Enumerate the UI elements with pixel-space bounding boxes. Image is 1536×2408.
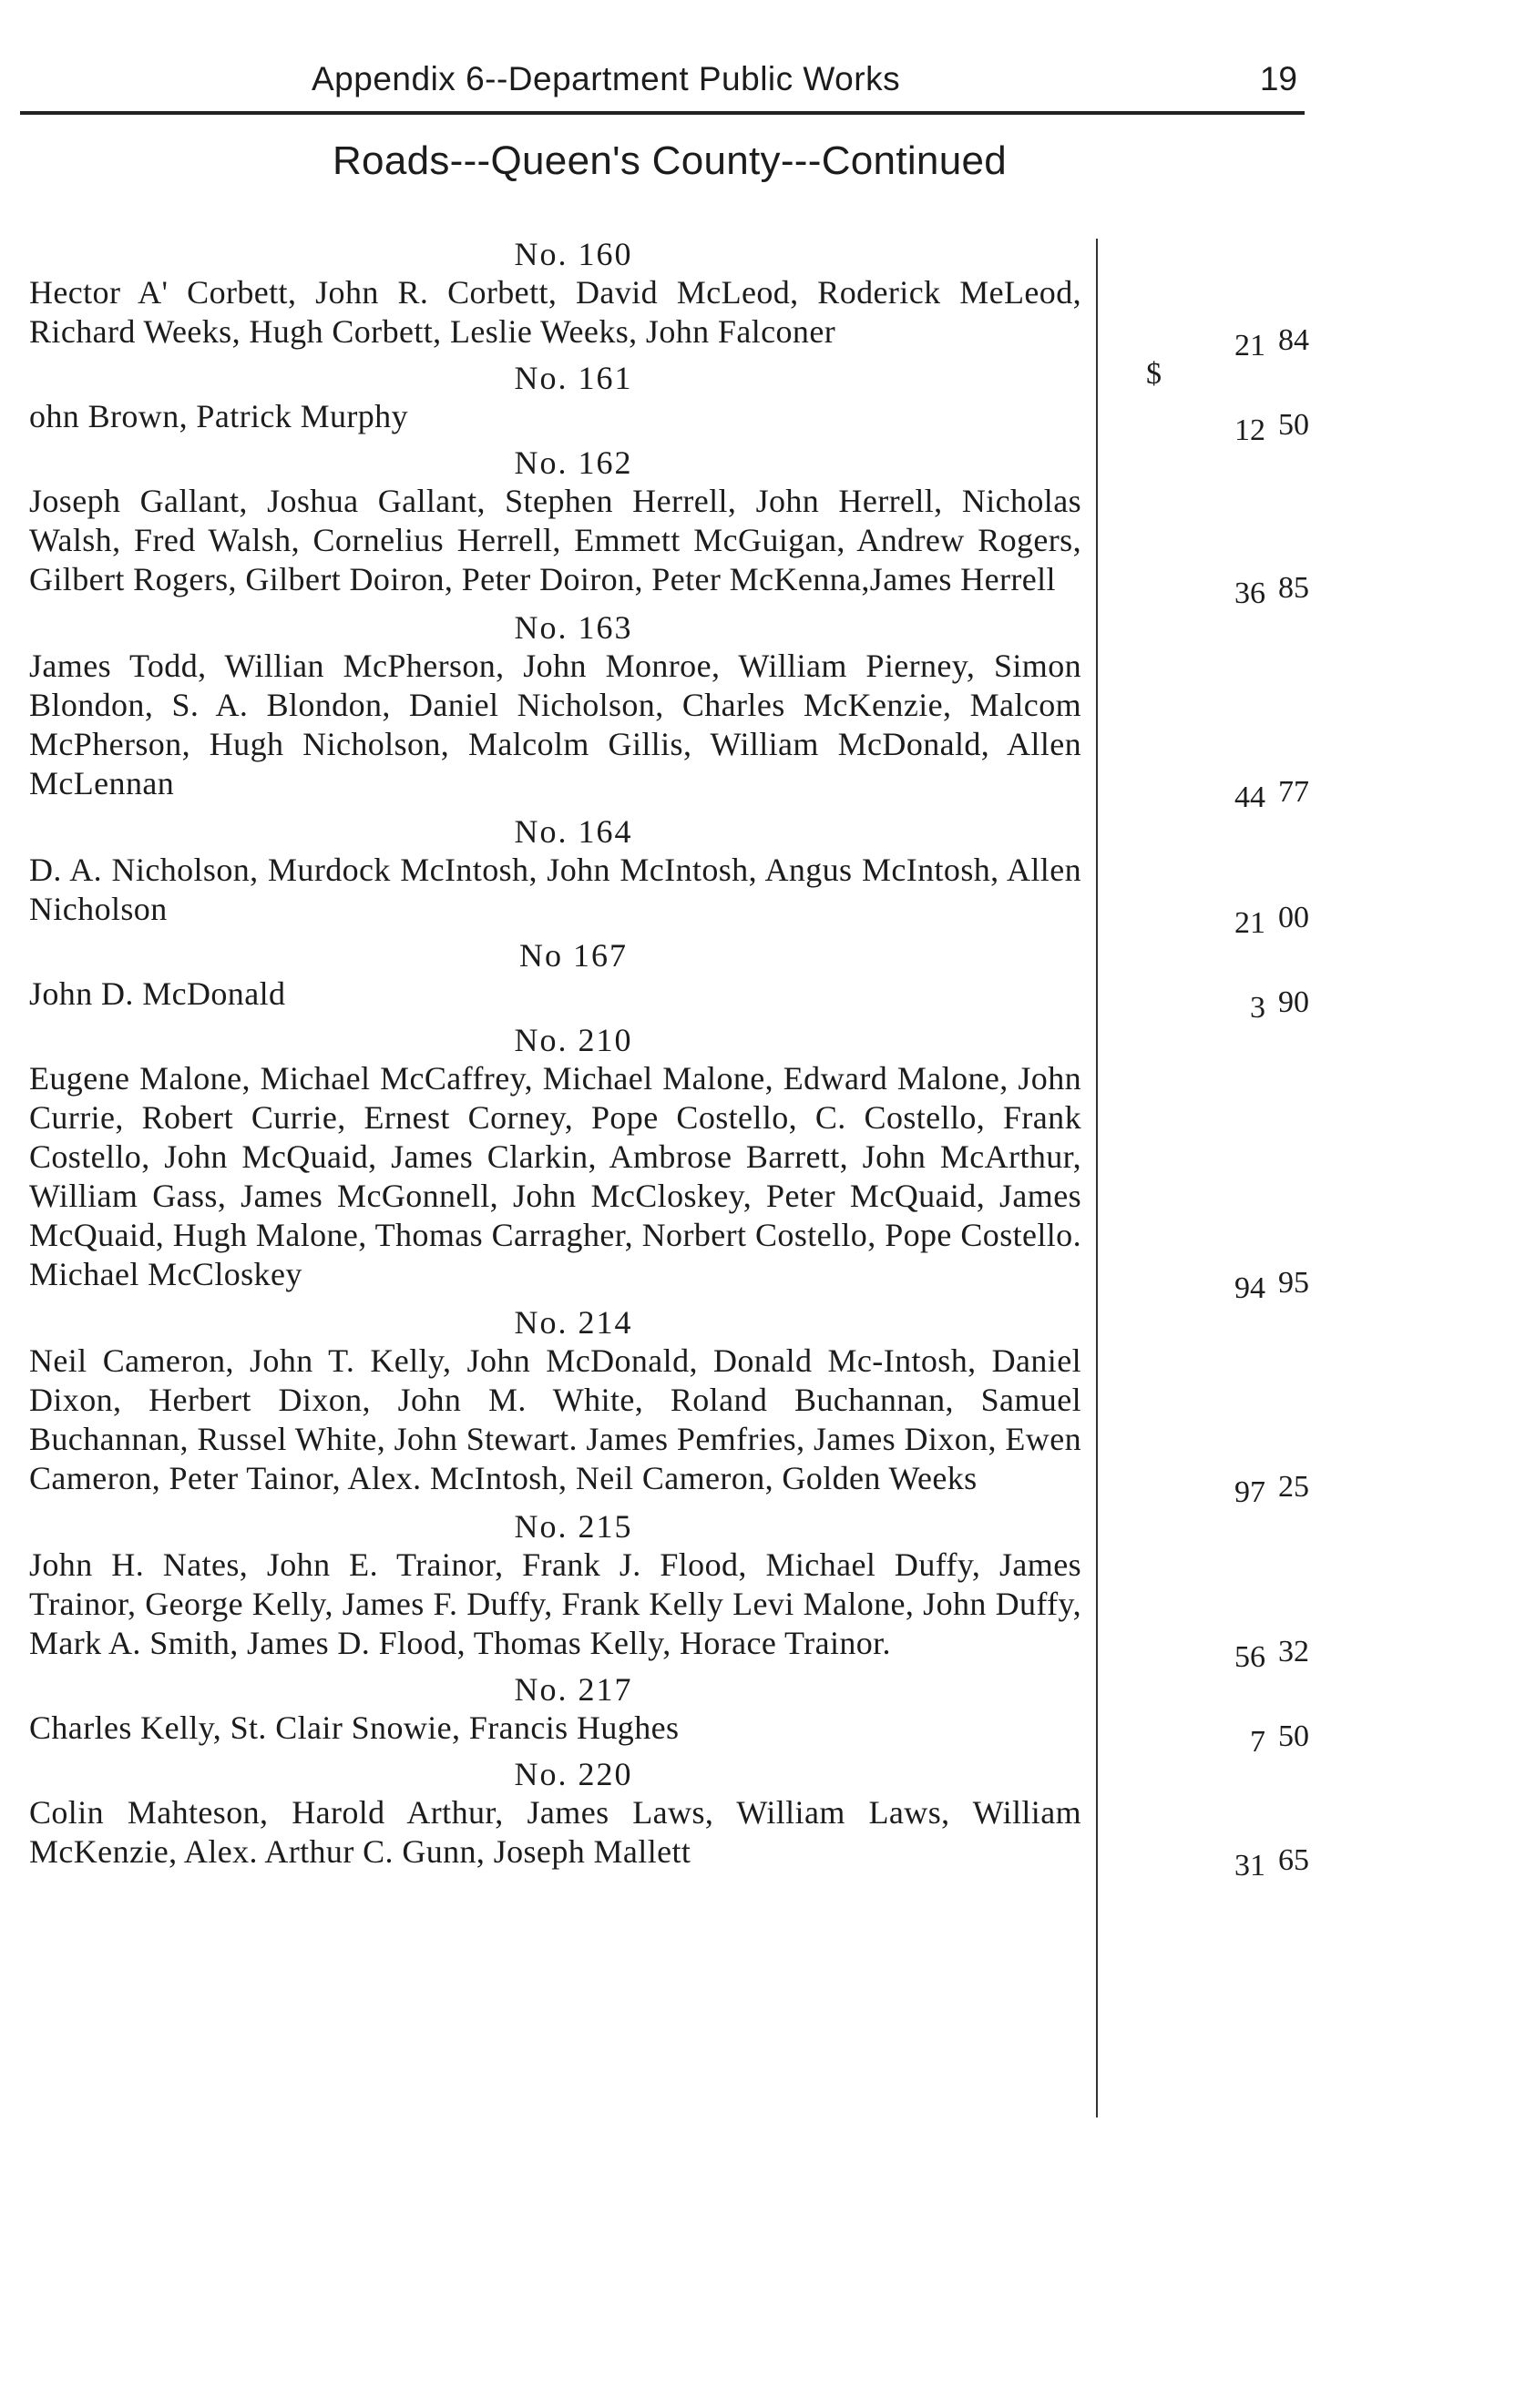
amount-dollars: 56 <box>1234 1640 1265 1674</box>
entry-number: No. 214 <box>514 1304 633 1341</box>
entry-amount <box>1127 775 1309 816</box>
amount-dollars: 31 <box>1234 1849 1265 1883</box>
entry-names: ohn Brown, Patrick Murphy <box>29 398 408 434</box>
amount-cents: 85 <box>1278 571 1309 605</box>
entry-number: No. 210 <box>514 1022 633 1058</box>
amount-dollars: 94 <box>1234 1271 1265 1305</box>
entry-names: Neil Cameron, John T. Kelly, John McDonald, Donald Mc-Intosh, Daniel Dixon, Herbert Dixon, John M. White, Roland Buchannan, Samuel Buchannan, Russel White, John Stewart. James Pemfries, James Dixon, Ewen Cameron, Peter Tainor, Alex. McIntosh, Neil Cameron, Golden Weeks <box>29 1342 1081 1496</box>
entry-names: Eugene Malone, Michael McCaffrey, Michael Malone, Edward Malone, John Currie, Robert Currie, Ernest Corney, Pope Costello, C. Costello, Frank Costello, John McQuaid, James Clarkin, Ambrose Barrett, John McArthur, William Gass, James McGonnell, John McCloskey, Peter McQuaid, James McQuaid, Hugh Malone, Thomas Carragher, Norbert Costello, Pope Costello. Michael McCloskey <box>29 1060 1081 1292</box>
entry-names: John D. McDonald <box>29 975 286 1012</box>
amount-dollars: 21 <box>1234 329 1265 362</box>
road-entry <box>29 1507 1309 1674</box>
road-entries-list <box>29 235 1309 1883</box>
running-header <box>20 56 1305 115</box>
road-entry <box>29 1303 1309 1509</box>
entry-amount <box>1127 1635 1309 1676</box>
road-entry <box>29 1755 1309 1883</box>
amount-cents: 25 <box>1278 1470 1309 1504</box>
entry-amount <box>1127 1719 1309 1760</box>
running-title: Appendix 6--Department Public Works <box>312 60 901 97</box>
amount-cents: 77 <box>1278 775 1309 809</box>
road-entry <box>29 359 1309 447</box>
road-entry <box>29 812 1309 940</box>
road-entry <box>29 235 1309 362</box>
entry-amount <box>1127 1266 1309 1307</box>
entry-names: D. A. Nicholson, Murdock McIntosh, John McIntosh, Angus McIntosh, Allen Nicholson <box>29 852 1081 927</box>
entry-number: No. 160 <box>514 236 633 272</box>
amount-cents: 50 <box>1278 408 1309 442</box>
entry-number: No. 162 <box>514 444 633 481</box>
amount-cents: 65 <box>1278 1843 1309 1877</box>
entry-number: No 167 <box>519 937 628 974</box>
road-entry <box>29 1670 1309 1759</box>
road-entry <box>29 1021 1309 1305</box>
entry-number: No. 161 <box>514 360 633 396</box>
entry-amount <box>1127 985 1309 1026</box>
entry-number: No. 217 <box>514 1671 633 1708</box>
amount-dollars: 97 <box>1234 1475 1265 1509</box>
amount-dollars: 44 <box>1234 781 1265 814</box>
entry-names: John H. Nates, John E. Trainor, Frank J. Flood, Michael Duffy, James Trainor, George Kelly, James F. Duffy, Frank Kelly Levi Malone, John Duffy, Mark A. Smith, James D. Flood, Thomas Kelly, Horace Trainor. <box>29 1546 1081 1661</box>
entry-names: Joseph Gallant, Joshua Gallant, Stephen Herrell, John Herrell, Nicholas Walsh, Fred Walsh, Cornelius Herrell, Emmett McGuigan, Andrew Rogers, Gilbert Rogers, Gilbert Doiron, Peter Doiron, Peter McKenna,James Herrell <box>29 483 1081 597</box>
amount-cents: 50 <box>1278 1719 1309 1753</box>
entry-number: No. 163 <box>514 609 633 646</box>
entry-number: No. 215 <box>514 1508 633 1545</box>
amount-dollars: 36 <box>1234 576 1265 610</box>
entry-number: No. 164 <box>514 813 633 850</box>
amount-dollars: 12 <box>1234 413 1265 447</box>
section-title: Roads---Queen's County---Continued <box>332 138 1008 183</box>
road-entry <box>29 444 1309 610</box>
amount-dollars: 3 <box>1250 991 1265 1025</box>
amount-cents: 32 <box>1278 1635 1309 1668</box>
entry-names: Hector A' Corbett, John R. Corbett, David McLeod, Roderick MeLeod, Richard Weeks, Hugh Corbett, Leslie Weeks, John Falconer <box>29 274 1081 350</box>
road-entry <box>29 936 1309 1025</box>
amount-cents: 90 <box>1278 985 1309 1019</box>
entry-amount <box>1127 408 1309 449</box>
page-number: 19 <box>1259 60 1297 97</box>
entry-names: Charles Kelly, St. Clair Snowie, Francis Hughes <box>29 1709 680 1746</box>
amount-dollars: 21 <box>1234 906 1265 940</box>
entry-amount <box>1127 1843 1309 1884</box>
entry-amount <box>1127 323 1309 364</box>
amount-cents: 84 <box>1278 323 1309 357</box>
entry-names: Colin Mahteson, Harold Arthur, James Laws, William Laws, William McKenzie, Alex. Arthur C. Gunn, Joseph Mallett <box>29 1794 1081 1870</box>
amount-cents: 00 <box>1278 901 1309 934</box>
road-entry <box>29 608 1309 814</box>
amount-dollars: 7 <box>1250 1725 1265 1759</box>
entry-amount <box>1127 901 1309 942</box>
entry-amount <box>1127 1470 1309 1511</box>
entry-number: No. 220 <box>514 1756 633 1792</box>
column-divider <box>1096 239 1098 2117</box>
currency-symbol: $ <box>1146 357 1162 391</box>
entry-amount <box>1127 571 1309 612</box>
entry-names: James Todd, Willian McPherson, John Monroe, William Pierney, Simon Blondon, S. A. Blondon, Daniel Nicholson, Charles McKenzie, Malcom McPherson, Hugh Nicholson, Malcolm Gillis, William McDonald, Allen McLennan <box>29 648 1081 801</box>
amount-cents: 95 <box>1278 1266 1309 1300</box>
